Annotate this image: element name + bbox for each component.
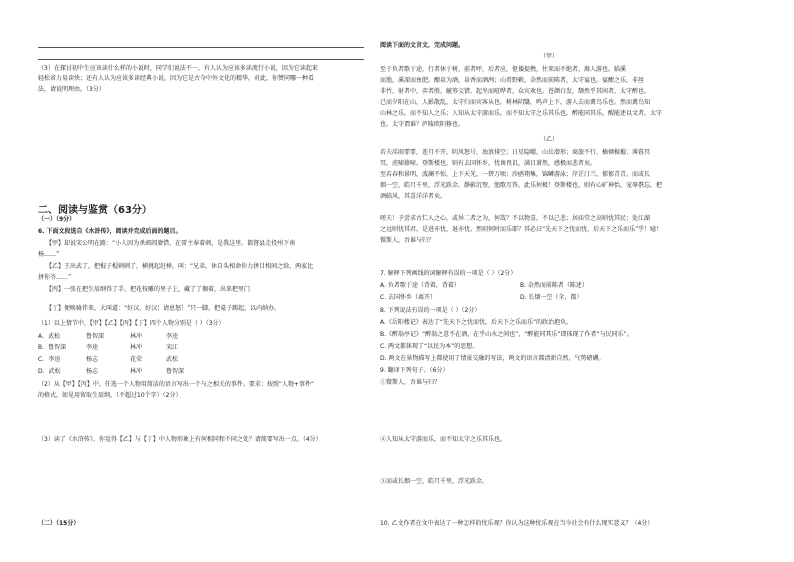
q9-item-1: ①微斯人，吾谁与归？ — [380, 379, 441, 386]
yi-line-3: 至若春和景明，波澜不惊，上下天光，一碧万顷；沙鸥翔集，锦鳞游泳；岸芷汀兰，郁郁青青。而或长 — [380, 171, 651, 178]
option-d-c1: 杨志 — [86, 368, 99, 375]
q3-line-1: （3）在探讨初中生应该读什么样的小说时，同学们说法不一，有人认为应该多读流行小说，因为它读起来 — [38, 65, 318, 72]
q9: 9. 翻译下列句子。（6分） — [380, 367, 449, 374]
option-c[interactable]: C．李逵 — [38, 356, 61, 363]
option-c-c3: 武松 — [166, 356, 179, 363]
q8-option-d[interactable]: D. 两文在景物描写上都使用了情景交融的写法，两文的语言都清新自然，气势磅礴。 — [380, 355, 605, 362]
yi-line-1: 若夫淫雨霏霏，连月不开，阴风怒号，浊浪排空；日星隐曜，山岳潜形；商旅不行，樯倾楫摧；薄暮冥 — [380, 149, 651, 156]
q7-option-a[interactable]: A. 负者歌于途（背着，背着） — [380, 282, 460, 289]
yi-line-6: 嗟夫！予尝求古仁人之心，或异二者之为，何哉？不以物喜，不以己悲；居庙堂之高则忧其民；处江湖 — [380, 215, 651, 222]
jia-line-6: 也。太守谓谁？庐陵欧阳修也。 — [380, 121, 465, 128]
q8: 8. 下列说法有误的一项是（ ）（2分） — [380, 307, 481, 314]
top-rule-2 — [38, 59, 364, 60]
part1-label: （一）（9分） — [38, 216, 76, 223]
option-b-c2: 林冲 — [130, 344, 143, 351]
option-b[interactable]: B．鲁智深 — [38, 344, 67, 351]
jia-line-2: 而渔，溪深而鱼肥。酿泉为酒，泉香而酒洌；山肴野蔌，杂然而前陈者，太守宴也。宴酣之乐，非丝 — [380, 77, 645, 84]
q6-title: 6. 下面文段选自《水浒传》，阅读并完成后面的题目。 — [38, 228, 182, 235]
option-a[interactable]: A．武松 — [38, 333, 61, 340]
q8-option-b[interactable]: B.《醉翁亭记》“醉翁之意不在酒，在乎山水之间也”，“醉能同其乐”即体现了作者“与民同乐”。 — [380, 331, 633, 338]
option-d-c2: 林冲 — [130, 368, 143, 375]
q6-2-line-1: （2）从【甲】【丙】中，任选一个人物用简洁的语言写出一个与之相关的事件。要求：按照“人物+事件” — [38, 381, 315, 388]
q6-3: （3）读了《水浒传》，你觉得【乙】与【丁】中人物形象上有何相同和不同之处？请简要写出一点。（4分） — [38, 436, 322, 443]
q7: 7. 解释下列画线的词解释有误的一项是（ ）（2分） — [380, 270, 517, 277]
yi-line-8: 微斯人，吾谁与归？ — [380, 237, 435, 244]
excerpt-yi-2: 拼你爷……” — [38, 274, 72, 281]
option-a-c3: 李逵 — [166, 333, 179, 340]
q9-item-3: ③而或长烟一空，皓月千里，浮光跃金。 — [380, 478, 489, 485]
q8-option-c[interactable]: C. 两文都体现了“以民为本”的思想。 — [380, 343, 479, 350]
excerpt-yi-1: 【乙】王出武了，把棍子棍刺刺了，横挑起赶棒，叫：“兄弟，休自头相命你力拼目相间之给，两家比 — [46, 263, 314, 270]
option-b-c1: 李逵 — [86, 344, 99, 351]
top-rule — [38, 47, 364, 48]
part2-label: （二）（15分） — [38, 520, 80, 527]
yi-line-7: 之远则忧其君。是进亦忧，退亦忧。然则何时而乐耶？其必曰“先天下之忧而忧，后天下之乐而乐”乎！噫！ — [380, 226, 663, 233]
reading-intro: 阅读下面的文言文，完成问题。 — [380, 42, 465, 49]
option-d[interactable]: D．武松 — [38, 368, 61, 375]
q7-option-c[interactable]: C. 去国怀乡（离开） — [380, 294, 437, 301]
section2-title: 二、阅读与鉴赏（63分） — [38, 205, 152, 216]
q3-line-3: 法，请说明理由。（3分） — [38, 86, 105, 93]
option-c-c1: 杨志 — [86, 356, 99, 363]
q6-2-line-2: 的格式，如见用留取生辰纲。（不超过10个字）（2分） — [38, 392, 182, 399]
q7-option-d[interactable]: D. 长烟一空（全，都） — [520, 294, 583, 301]
excerpt-jia-1: 【甲】却说宋公明在路：“小人因为杀郭阎婆惜，在雷主奉着刺，是我这里。都督县走投州下南 — [46, 240, 296, 247]
option-d-c3: 鲁智深 — [166, 368, 185, 375]
yi-line-2: 冥，虎啸猿啼。登斯楼也，则有去国怀乡，忧谗畏讥，满目萧然，感极而悲者矣。 — [380, 160, 597, 167]
q9-item-2: ②人知从太守游而乐，而不知太守之乐其乐也。 — [380, 436, 507, 443]
excerpt-ding-1: 【丁】便唤骑伴来，大叫道：“好汉，好汉！请息怒！”只一脚，把桌子踢起，以内纳办。 — [46, 305, 281, 312]
option-b-c3: 宋江 — [166, 344, 179, 351]
jia-line-1: 至于负者歌于途，行者休于树，前者呼，后者应，伛偻提携，往来而不绝者，滁人游也。临溪 — [380, 66, 627, 73]
excerpt-jia-2: 杨……” — [38, 251, 60, 258]
yi-heading: （乙） — [540, 136, 559, 143]
jia-heading: （甲） — [540, 53, 559, 60]
yi-line-5: 酒临风，其喜洋洋者矣。 — [380, 193, 447, 200]
jia-line-5: 山林之乐，而不知人之乐；人知从太守游而乐，而不知太守之乐其乐也。醉能同其乐，醒能述以文者，太守 — [380, 110, 663, 117]
option-c-c2: 花荣 — [130, 356, 143, 363]
excerpt-bing-1: 【丙】一张在把生辰纲得了手，把花枝雕的里子上，藏了了搁着，出来把里门 — [46, 286, 251, 293]
yi-line-4: 烟一空，皓月千里，浮光跃金，静影沉璧，渔歌互答，此乐何极！登斯楼也，则有心旷神怡，宠辱偕忘，把 — [380, 182, 663, 189]
jia-line-4: 已而夕阳在山，人影散乱，太守归而宾客从也。树林阴翳，鸣声上下，游人去而禽鸟乐也。然而禽鸟知 — [380, 99, 651, 106]
q8-option-a[interactable]: A.《岳阳楼记》表达了“先天下之忧而忧，后天下之乐而乐”的政治抱负。 — [380, 319, 573, 326]
q6-1: （1）以上情节中，【甲】【乙】【丙】【丁】四个人物分别是（ ）（3分） — [38, 320, 225, 327]
option-a-c1: 鲁智深 — [86, 333, 105, 340]
q3-line-2: 轻松省力易读快；还有人认为应该多读经典小说，因为它是古今中外文化的精华。对此，你赞同哪一种看 — [38, 75, 315, 82]
q7-option-b[interactable]: B. 杂然而前陈者（陈述） — [520, 282, 588, 289]
jia-line-3: 非竹，射者中，弈者胜，觥筹交错，起坐而喧哗者，众宾欢也。苍颜白发，颓然乎其间者，太守醉也。 — [380, 88, 651, 95]
q10: 10. 乙文作者在文中表达了一种怎样的忧乐观？你认为这种忧乐观在当今社会有什么现实意义？（4分） — [380, 520, 654, 527]
option-a-c2: 林冲 — [130, 333, 143, 340]
